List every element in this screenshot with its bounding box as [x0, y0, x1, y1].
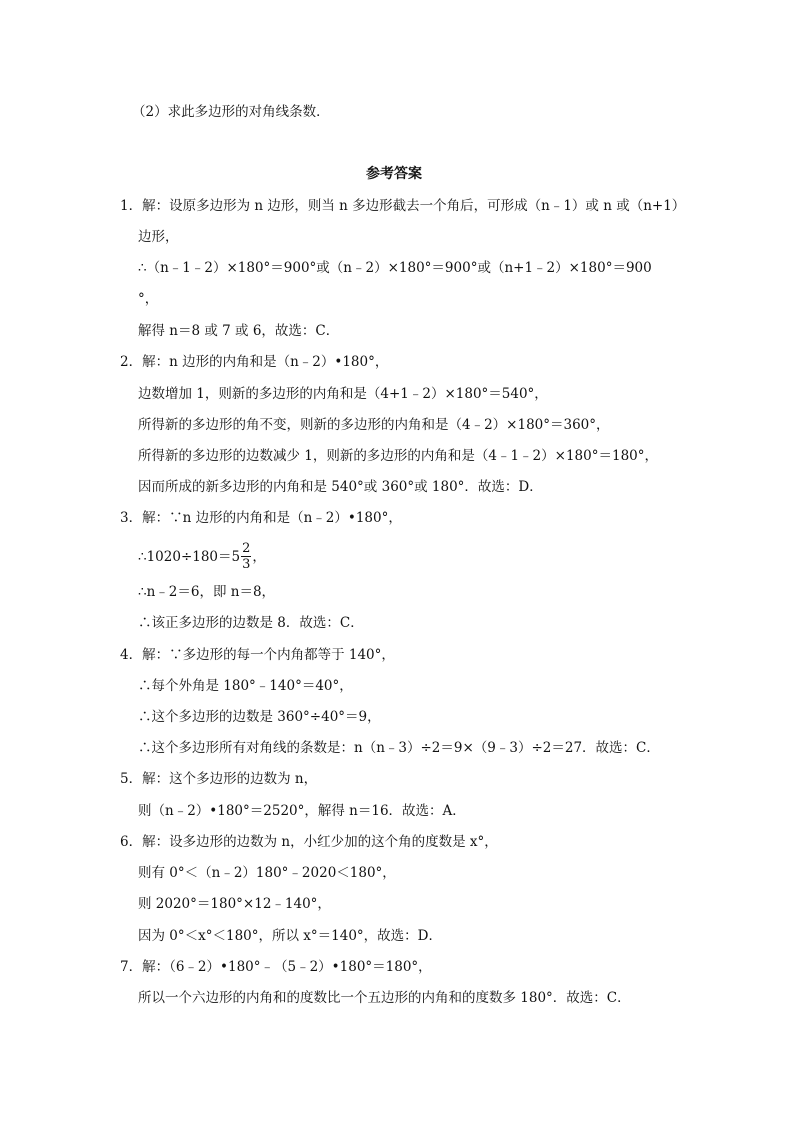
question-part-2: （2）求此多边形的对角线条数． — [132, 104, 330, 120]
solution-4-line-4: ∴这个多边形所有对角线的条数是：n（n﹣3）÷2＝9×（9﹣3）÷2＝27．故选：C． — [138, 740, 660, 756]
solution-2-line-5: 因而所成的新多边形的内角和是 540°或 360°或 180°．故选：D． — [138, 479, 543, 495]
solution-4-line-3: ∴这个多边形的边数是 360°÷40°＝9， — [138, 709, 381, 725]
solution-6-line-2: 则有 0°＜（n﹣2）180°﹣2020＜180°， — [138, 865, 396, 881]
solution-1-line-3: ∴（n﹣1﹣2）×180°＝900°或（n﹣2）×180°＝900°或（n+1﹣2）×180°＝900 — [138, 260, 652, 276]
fraction-suffix: ， — [252, 549, 266, 565]
solution-3-line-3: ∴n﹣2＝6，即 n＝8， — [138, 584, 276, 600]
solution-5-line-1: 5．解：这个多边形的边数为 n， — [120, 771, 318, 787]
solution-1-line-5: 解得 n＝8 或 7 或 6，故选：C． — [138, 323, 340, 339]
solution-3-line-2 — [138, 542, 266, 573]
solution-4-line-1: 4．解：∵多边形的每一个内角都等于 140°， — [120, 647, 395, 663]
solution-2-line-4: 所得新的多边形的边数减少 1，则新的多边形的内角和是（4﹣1﹣2）×180°＝180°， — [138, 448, 658, 464]
solution-1-line-4: °， — [138, 291, 159, 307]
answers-title: 参考答案 — [366, 166, 422, 182]
solution-7-line-2: 所以一个六边形的内角和的度数比一个五边形的内角和的度数多 180°．故选：C． — [138, 990, 631, 1006]
solution-2-line-2: 边数增加 1，则新的多边形的内角和是（4+1﹣2）×180°＝540°， — [138, 386, 548, 402]
solution-4-line-2: ∴每个外角是 180°﹣140°＝40°， — [138, 678, 353, 694]
fraction-denominator: 3 — [242, 557, 251, 572]
solution-1-line-2: 边形， — [138, 229, 179, 245]
solution-3-division: ∴1020÷180＝5 — [138, 549, 241, 565]
solution-3-line-4: ∴该正多边形的边数是 8．故选：C． — [138, 615, 364, 631]
solution-6-line-4: 因为 0°＜x°＜180°，所以 x°＝140°，故选：D． — [138, 928, 443, 944]
solution-6-line-3: 则 2020°＝180°×12﹣140°， — [138, 896, 331, 912]
solution-3-line-1: 3．解：∵n 边形的内角和是（n﹣2）•180°， — [120, 510, 402, 526]
solution-5-line-2: 则（n﹣2）•180°＝2520°，解得 n＝16．故选：A． — [138, 803, 466, 819]
solution-6-line-1: 6．解：设多边形的边数为 n，小红少加的这个角的度数是 x°， — [120, 834, 498, 850]
solution-1-line-1: 1．解：设原多边形为 n 边形，则当 n 多边形截去一个角后，可形成（n﹣1）或 n 或（n+1） — [120, 198, 686, 214]
solution-2-line-1: 2．解：n 边形的内角和是（n﹣2）•180°， — [120, 354, 389, 370]
fraction-numerator: 2 — [242, 541, 251, 556]
solution-2-line-3: 所得新的多边形的角不变，则新的多边形的内角和是（4﹣2）×180°＝360°， — [138, 417, 610, 433]
fraction — [241, 541, 251, 572]
solution-7-line-1: 7．解：（6﹣2）•180°﹣（5﹣2）•180°＝180°， — [120, 959, 432, 975]
